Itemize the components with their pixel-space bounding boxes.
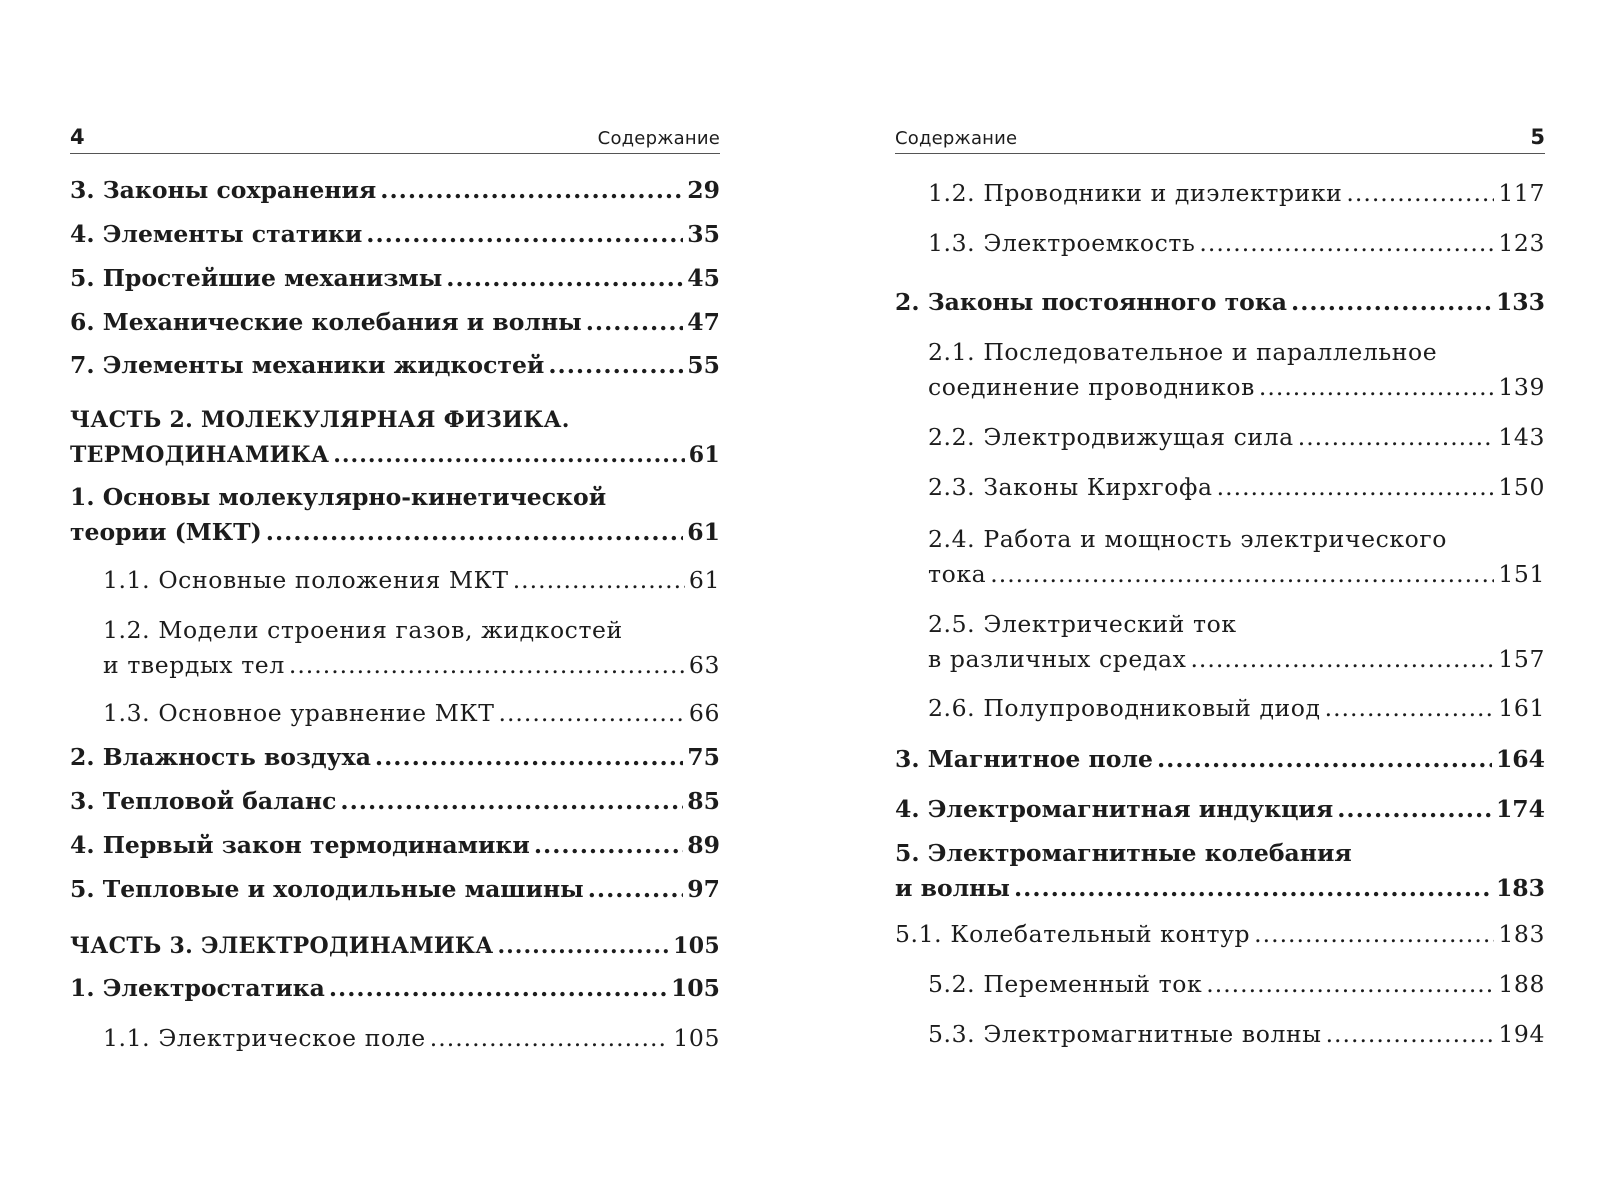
toc-entry-page: 61 xyxy=(687,518,720,546)
toc-entry[interactable] xyxy=(70,828,720,863)
toc-entry-title: 5. Электромагнитные колебания xyxy=(895,839,1352,867)
toc-entry[interactable] xyxy=(895,836,1545,906)
left-running-head-title: Содержание xyxy=(597,128,720,149)
toc-entry-page: 139 xyxy=(1498,373,1545,401)
toc-entry-page: 150 xyxy=(1498,473,1545,501)
toc-entry-page: 29 xyxy=(687,176,720,204)
toc-entry-title-cont: и волны xyxy=(895,874,1010,902)
leader-dots xyxy=(1291,285,1492,320)
leader-dots xyxy=(1346,176,1494,211)
toc-entry[interactable] xyxy=(70,173,720,208)
toc-entry-page: 151 xyxy=(1498,560,1545,588)
leader-dots xyxy=(1325,691,1495,726)
toc-entry-title: 2. Законы постоянного тока xyxy=(895,288,1288,316)
toc-subentry[interactable] xyxy=(103,613,720,683)
toc-entry[interactable] xyxy=(70,480,720,550)
toc-subentry[interactable] xyxy=(103,1021,720,1056)
toc-entry-page: 63 xyxy=(688,651,720,679)
toc-entry-page: 61 xyxy=(688,442,720,468)
toc-entry-page: 161 xyxy=(1498,694,1545,722)
toc-entry-title: 5.1. Колебательный контур xyxy=(895,920,1251,948)
toc-entry-title: 3. Законы сохранения xyxy=(70,176,377,204)
toc-entry[interactable] xyxy=(895,792,1545,827)
toc-entry-title: 2.4. Работа и мощность электрического xyxy=(928,525,1448,553)
toc-entry-page: 55 xyxy=(687,351,720,379)
leader-dots xyxy=(586,305,684,340)
toc-subentry[interactable] xyxy=(928,176,1545,211)
leader-dots xyxy=(588,872,684,907)
toc-entry-title: ЧАСТЬ 2. МОЛЕКУЛЯРНАЯ ФИЗИКА. xyxy=(70,407,570,433)
leader-dots xyxy=(1298,420,1495,455)
leader-dots xyxy=(1217,470,1495,505)
toc-entry-title: 7. Элементы механики жидкостей xyxy=(70,351,545,379)
toc-entry-title: 3. Тепловой баланс xyxy=(70,787,337,815)
toc-entry-title: 4. Элементы статики xyxy=(70,220,363,248)
toc-entry-page: 164 xyxy=(1495,745,1545,773)
toc-entry-title: 2.2. Электродвижущая сила xyxy=(928,423,1294,451)
toc-entry-title: 1. Электростатика xyxy=(70,974,325,1002)
leader-dots xyxy=(1199,226,1494,261)
toc-entry-page: 35 xyxy=(687,220,720,248)
leader-dots xyxy=(497,929,669,964)
leader-dots xyxy=(1157,742,1492,777)
left-page-number: 4 xyxy=(70,125,85,149)
leader-dots xyxy=(1326,1017,1495,1052)
toc-entry-page: 174 xyxy=(1495,795,1545,823)
toc-entry[interactable] xyxy=(70,305,720,340)
toc-entry-title: 2.1. Последовательное и параллельное xyxy=(928,338,1438,366)
toc-entry-title: 2.3. Законы Кирхгофа xyxy=(928,473,1213,501)
toc-entry-title: 5. Простейшие механизмы xyxy=(70,264,443,292)
toc-subentry[interactable] xyxy=(895,917,1545,952)
leader-dots xyxy=(498,696,684,731)
toc-entry-page: 47 xyxy=(687,308,720,336)
toc-subentry[interactable] xyxy=(928,607,1545,677)
leader-dots xyxy=(289,648,685,683)
toc-subentry[interactable] xyxy=(103,696,720,731)
leader-dots xyxy=(1014,871,1492,906)
leader-dots xyxy=(548,348,683,383)
toc-entry-title: 1.3. Электроемкость xyxy=(928,229,1196,257)
toc-entry-page: 105 xyxy=(670,974,720,1002)
leader-dots xyxy=(446,261,683,296)
toc-entry-page: 117 xyxy=(1498,179,1545,207)
toc-entry-title-cont: ТЕРМОДИНАМИКА xyxy=(70,442,330,468)
toc-part-heading[interactable] xyxy=(70,403,720,473)
right-page xyxy=(895,123,1545,1048)
toc-entry-title: 1. Основы молекулярно-кинетической xyxy=(70,483,607,511)
leader-dots xyxy=(1254,917,1494,952)
toc-part-heading[interactable] xyxy=(70,929,720,964)
toc-entry-page: 143 xyxy=(1498,423,1545,451)
toc-subentry[interactable] xyxy=(928,967,1545,1002)
toc-subentry[interactable] xyxy=(928,470,1545,505)
left-running-head xyxy=(70,123,720,154)
toc-entry-title: 1.2. Проводники и диэлектрики xyxy=(928,179,1343,207)
toc-entry[interactable] xyxy=(70,971,720,1006)
toc-entry-title-cont: теории (МКТ) xyxy=(70,518,262,546)
toc-entry[interactable] xyxy=(70,217,720,252)
toc-entry-page: 105 xyxy=(673,933,720,959)
toc-entry-page: 183 xyxy=(1498,920,1545,948)
toc-subentry[interactable] xyxy=(928,226,1545,261)
toc-entry-title: 1.3. Основное уравнение МКТ xyxy=(103,699,495,727)
leader-dots xyxy=(380,173,683,208)
left-page xyxy=(70,123,720,1052)
right-running-head-title: Содержание xyxy=(895,128,1018,149)
toc-entry-page: 194 xyxy=(1498,1020,1545,1048)
toc-subentry[interactable] xyxy=(928,1017,1545,1052)
leader-dots xyxy=(266,515,684,550)
toc-entry-page: 188 xyxy=(1498,970,1545,998)
toc-entry[interactable] xyxy=(70,261,720,296)
toc-entry[interactable] xyxy=(70,740,720,775)
leader-dots xyxy=(1206,967,1494,1002)
toc-entry-title: 4. Первый закон термодинамики xyxy=(70,831,530,859)
toc-entry-title: 1.1. Основные положения МКТ xyxy=(103,566,509,594)
toc-entry[interactable] xyxy=(895,285,1545,320)
leader-dots xyxy=(430,1021,670,1056)
toc-entry-page: 123 xyxy=(1498,229,1545,257)
leader-dots xyxy=(513,563,685,598)
toc-entry-title: ЧАСТЬ 3. ЭЛЕКТРОДИНАМИКА xyxy=(70,933,494,959)
toc-entry-page: 85 xyxy=(687,787,720,815)
toc-entry[interactable] xyxy=(895,742,1545,777)
toc-entry-page: 105 xyxy=(673,1024,720,1052)
toc-entry-page: 61 xyxy=(688,566,720,594)
toc-subentry[interactable] xyxy=(928,691,1545,726)
right-running-head xyxy=(895,123,1545,154)
toc-entry-title: 3. Магнитное поле xyxy=(895,745,1153,773)
toc-subentry[interactable] xyxy=(928,522,1545,592)
leader-dots xyxy=(1337,792,1492,827)
toc-entry-page: 157 xyxy=(1498,645,1545,673)
toc-entry-page: 66 xyxy=(688,699,720,727)
toc-entry-title: 4. Электромагнитная индукция xyxy=(895,795,1334,823)
right-page-number: 5 xyxy=(1530,125,1545,149)
leader-dots xyxy=(375,740,683,775)
leader-dots xyxy=(1190,642,1494,677)
leader-dots xyxy=(333,438,685,473)
leader-dots xyxy=(534,828,683,863)
leader-dots xyxy=(1259,370,1494,405)
toc-entry-title: 2.5. Электрический ток xyxy=(928,610,1237,638)
toc-entry-title-cont: тока xyxy=(928,560,987,588)
toc-entry-title: 5.2. Переменный ток xyxy=(928,970,1203,998)
toc-entry-title: 2. Влажность воздуха xyxy=(70,743,371,771)
leader-dots xyxy=(340,784,683,819)
toc-entry[interactable] xyxy=(70,784,720,819)
toc-entry-page: 89 xyxy=(687,831,720,859)
toc-entry-page: 183 xyxy=(1495,874,1545,902)
toc-subentry[interactable] xyxy=(103,563,720,598)
toc-entry[interactable] xyxy=(70,348,720,383)
toc-entry-title: 1.2. Модели строения газов, жидкостей xyxy=(103,616,623,644)
toc-entry-page: 97 xyxy=(687,875,720,903)
toc-entry-title-cont: и твердых тел xyxy=(103,651,285,679)
toc-entry-title: 5. Тепловые и холодильные машины xyxy=(70,875,584,903)
toc-subentry[interactable] xyxy=(928,420,1545,455)
toc-subentry[interactable] xyxy=(928,335,1545,405)
toc-entry-title: 1.1. Электрическое поле xyxy=(103,1024,426,1052)
toc-entry-title: 5.3. Электромагнитные волны xyxy=(928,1020,1322,1048)
leader-dots xyxy=(990,557,1494,592)
toc-entry-title: 2.6. Полупроводниковый диод xyxy=(928,694,1321,722)
toc-entry-title: 6. Механические колебания и волны xyxy=(70,308,582,336)
leader-dots xyxy=(366,217,683,252)
toc-entry[interactable] xyxy=(70,872,720,907)
leader-dots xyxy=(329,971,667,1006)
toc-entry-page: 45 xyxy=(687,264,720,292)
toc-entry-page: 133 xyxy=(1495,288,1545,316)
toc-entry-title-cont: соединение проводников xyxy=(928,373,1255,401)
toc-entry-page: 75 xyxy=(687,743,720,771)
toc-entry-title-cont: в различных средах xyxy=(928,645,1187,673)
